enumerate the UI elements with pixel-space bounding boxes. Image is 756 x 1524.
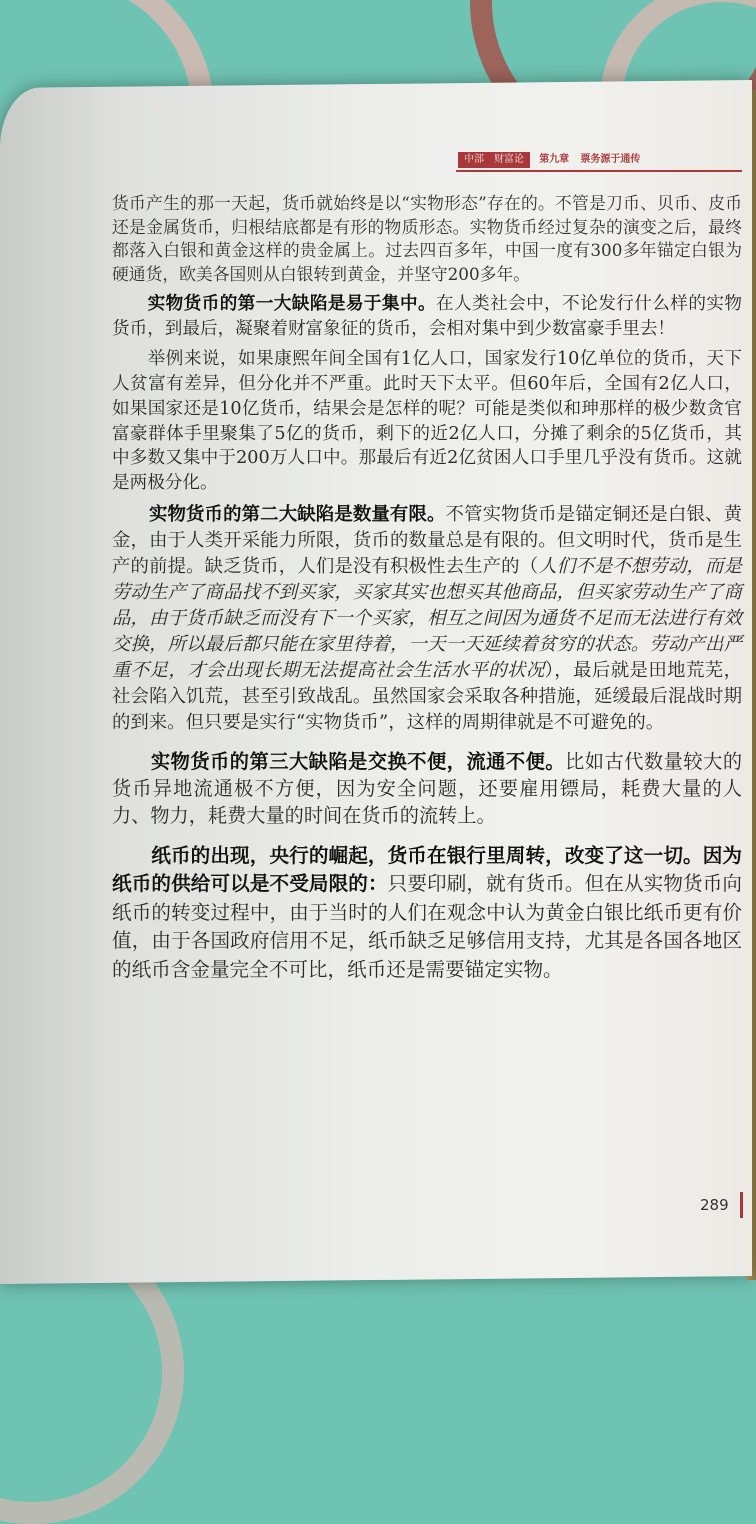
body-text: [112, 192, 742, 985]
paragraph-4-italic: 人们不是不想劳动，而是劳动生产了商品找不到买家，买家其实也想买其他商品，但买家劳动生产了商品，由于货币缺乏而没有下一个买家，相互之间因为通货不足而无法进行有效交换，所以最后都只能在家里待着，一天一天延续着贫穷的状态。劳动产出严重不足，才会出现长期无法提高社会生活水平的状况: [112, 555, 742, 681]
paragraph-2-bold: 实物货币的第一大缺陷是易于集中。: [147, 294, 436, 315]
paragraph-6: [112, 842, 742, 985]
paragraph-1: [112, 192, 742, 286]
paragraph-5-bold: 实物货币的第三大缺陷是交换不便，流通不便。: [150, 749, 566, 773]
paragraph-2-text: 在人类社会中，不论发行什么样的实物货币，到最后，凝聚着财富象征的货币，会相对集中到少数富豪手里去！: [112, 294, 742, 339]
paragraph-5-text: 比如古代数量较大的货币异地流通极不方便，因为安全问题，还要雇用镖局，耗费大量的人力、物力，耗费大量的时间在货币的流转上。: [112, 749, 743, 828]
paragraph-4-text-a: 不管实物货币是锚定铜还是白银、黄金，由于人类开采能力所限，货币的数量总是有限的。但文明时代，货币是生产的前提。缺乏货币，人们是没有积极性去生产的（: [112, 503, 742, 577]
paragraph-4-bold: 实物货币的第二大缺陷是数量有限。: [148, 503, 446, 525]
paragraph-6-text: 只要印刷，就有货币。但在从实物货币向纸币的转变过程中，由于当时的人们在观念中认为黄金白银比纸币更有价值，由于各国政府信用不足，纸币缺乏足够信用支持，尤其是各国各地区的纸币含金量完全不可比，纸币还是需要锚定实物。: [112, 872, 743, 981]
part-tag: 中部 财富论: [458, 152, 530, 168]
chapter-number: 第九章: [539, 154, 570, 165]
page-number-bar: [740, 1192, 743, 1218]
paragraph-2: [112, 292, 742, 341]
paragraph-6-bold: 纸币的出现，央行的崛起，货币在银行里周转，改变了这一切。因为纸币的供给可以是不受局限的：: [112, 843, 742, 896]
header-rule: [456, 170, 742, 172]
paragraph-1-text: 货币产生的那一天起，货币就始终是以“实物形态”存在的。不管是刀币、贝币、皮币还是金属货币，归根结底都是有形的物质形态。实物货币经过复杂的演变之后，最终都落入白银和黄金这样的贵金属上。过去四百多年，中国一度有300多年锚定白银为硬通货，欧美各国则从白银转到黄金，并坚守200多年。: [112, 193, 742, 284]
running-header: [458, 150, 738, 168]
paragraph-3-text: 举例来说，如果康熙年间全国有1亿人口，国家发行10亿单位的货币，天下人贫富有差异，但分化并不严重。此时天下太平。但60年后，全国有2亿人口，如果国家还是10亿货币，结果会是怎样的呢？可能是类似和珅那样的极少数贪官富豪群体手里聚集了5亿的货币，剩下的近2亿人口，分摊了剩余的5亿货币，其中多数又集中于200万人口中。那最后有近2亿贫困人口手里几乎没有货币。这就是两极分化。: [112, 349, 742, 494]
paragraph-4: [112, 502, 742, 736]
paragraph-3: [112, 347, 742, 496]
paragraph-5: [112, 748, 742, 830]
chapter-title: 票务源于通传: [580, 154, 641, 165]
paragraph-4-text-b: ），最后就是田地荒芜，社会陷入饥荒，甚至引致战乱。虽然国家会采取各种措施，延缓最后混战时期的到来。但只要是实行“实物货币”，这样的周期律就是不可避免的。: [112, 659, 742, 733]
page-number: 289: [700, 1196, 729, 1214]
